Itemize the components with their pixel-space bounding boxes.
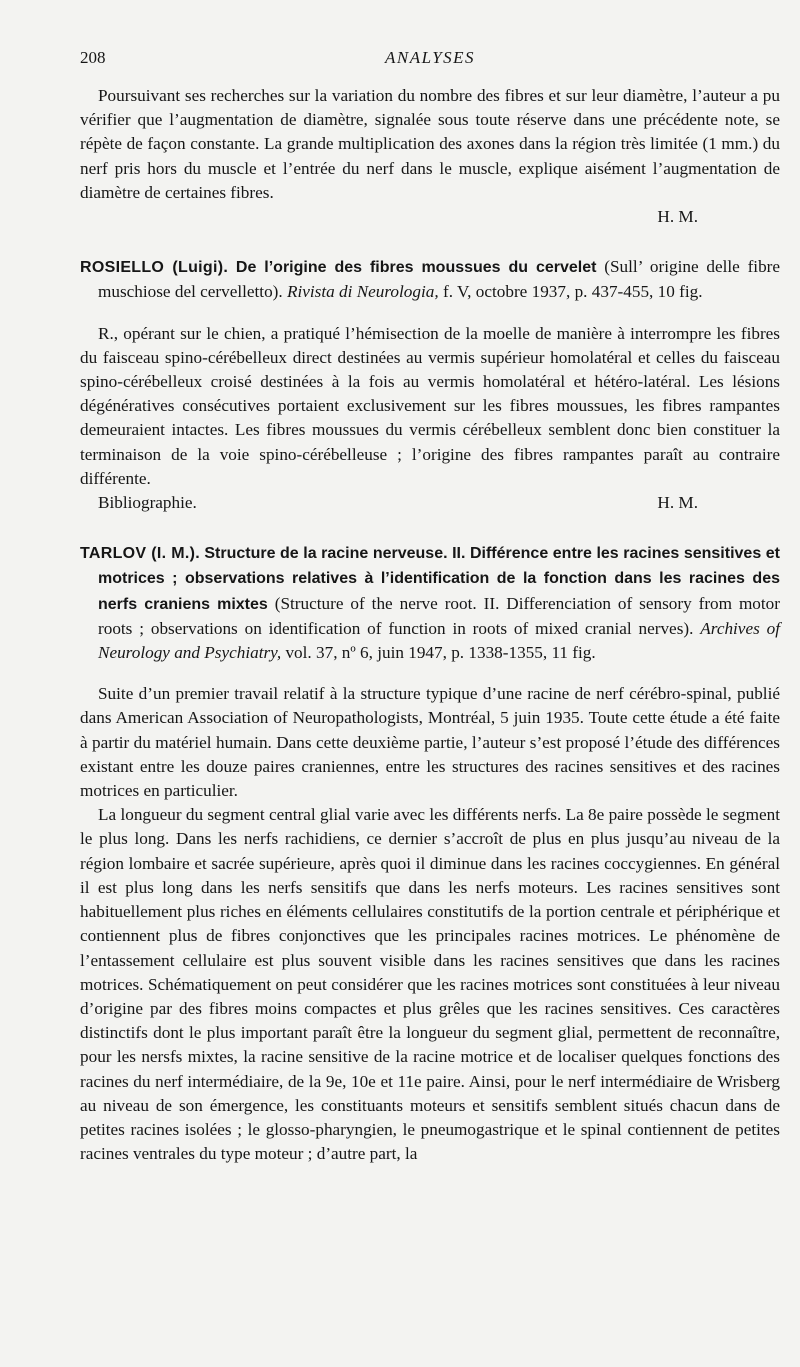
entry1-author: ROSIELLO (Luigi). xyxy=(80,259,229,277)
entry1-title: De l’origine des fibres moussues du cervelet xyxy=(235,259,597,277)
page-body xyxy=(80,84,780,1166)
entry1-bibliography: Bibliographie. xyxy=(98,493,197,513)
entry2-paragraph-1: Suite d’un premier travail relatif à la structure typique d’une racine de nerf cérébro-spinal, publié dans American Association of Neuropathologists, Montréal, 5 juin 1935. Toute cette étude a été faite à partir du matériel humain. Dans cette deuxième partie, l’auteur s’est proposé l’étude des différences existant entre les douze paires craniennes, entre les structures des racines sensitives et des racines motrices en particulier. xyxy=(80,684,780,801)
entry2-journal: Archives of Neurology and Psychiatry, xyxy=(98,618,780,663)
entry1-citation: f. V, octobre 1937, p. 437-455, 10 fig. xyxy=(442,282,703,302)
entry1-abstract: R., opérant sur le chien, a pratiqué l’hémisection de la moelle de manière à interrompre les fibres du faisceau spino-cérébelleux direct destinées au vermis supérieur homolatéral et celles du faisceau spino-cérébelleux croisé destinées à la fois au vermis homolatéral et hétéro-latéral. Les lésions dégénératives consécutives portaient exclusivement sur les fibres moussues, les fibres rampantes demeuraient intactes. Les fibres moussues du vermis cérébelleux semblent donc bien constituer la terminaison de la voie spino-cérébelleuse ; l’origine des fibres rampantes paraît au contraire différente. xyxy=(80,323,780,488)
entry2-heading xyxy=(80,541,780,665)
entry2-original-title: (Structure of the nerve root. II. Differenciation of sensory from motor roots ; observations on identification of function in roots of mixed cranial nerves). xyxy=(98,593,780,638)
entry1-original-title: (Sull’ origine delle fibre muschiose del cervelletto). xyxy=(98,257,781,302)
entry1-signature: H. M. xyxy=(657,493,698,513)
page-header xyxy=(80,48,780,72)
running-title: ANALYSES xyxy=(384,48,476,67)
entry1-journal: Rivista di Neurologia, xyxy=(287,282,439,302)
entry1-heading xyxy=(80,255,780,304)
section1-signature: H. M. xyxy=(657,207,698,227)
section1-paragraph: Poursuivant ses recherches sur la variation du nombre des fibres et sur leur diamètre, l’auteur a pu vérifier que l’augmentation de diamètre, signalée sous toute réserve dans une précédente note, se répète de façon constante. La grande multiplication des axones dans la région très limitée (1 mm.) du nerf pris hors du muscle et l’entrée du nerf dans le muscle, explique aisément l’augmentation de diamètre de certaines fibres. xyxy=(80,86,780,202)
entry2-paragraph-2: La longueur du segment central glial varie avec les différents nerfs. La 8e paire possède le segment le plus long. Dans les nerfs rachidiens, ce dernier s’accroît de plus en plus jusqu’au niveau de la région lombaire et sacrée supérieure, après quoi il diminue dans les racines coccygiennes. En général il est plus long dans les nerfs sensitifs que dans les nerfs moteurs. Les racines sensitives sont habituellement plus riches en éléments cellulaires constitutifs de la portion centrale et périphérique et contiennent plus de fibres conjonctives que les principales racines motrices. Le phénomène de l’entassement cellulaire est plus souvent visible dans les racines sensitives que dans les racines motrices. Schématiquement on peut considérer que les racines motrices sont constituées à leur niveau d’origine par des fibres moins compactes et plus grêles que les racines sensitives. Ces caractères distinctifs dont le plus important paraît être la longueur du segment glial, permettent de reconnaître, pour les nersfs mixtes, la racine sensitive de la racine motrice et de localiser quelques fonctions des racines du nerf intermédiaire, de la 9e, 10e et 11e paire. Ainsi, pour le nerf intermédiaire de Wrisberg au niveau de son émergence, les constituants moteurs et sensitifs semblent situés chacun dans de petites racines isolées ; le glosso-pharyngien, le pneumogastrique et le spinal contiennent de petites racines ventrales du type moteur ; d’autre part, la xyxy=(80,805,780,1164)
page-number: 208 xyxy=(80,48,106,67)
entry2-title: Structure de la racine nerveuse. II. Différence entre les racines sensitives et motrices ; observations relatives à l’identification de la fonction dans les racines des nerfs craniens mixtes xyxy=(98,545,780,613)
entry2-citation: vol. 37, nº 6, juin 1947, p. 1338-1355, 11 fig. xyxy=(285,643,596,663)
entry2-author: TARLOV (I. M.). xyxy=(80,545,200,563)
entry1-footer xyxy=(80,491,780,515)
